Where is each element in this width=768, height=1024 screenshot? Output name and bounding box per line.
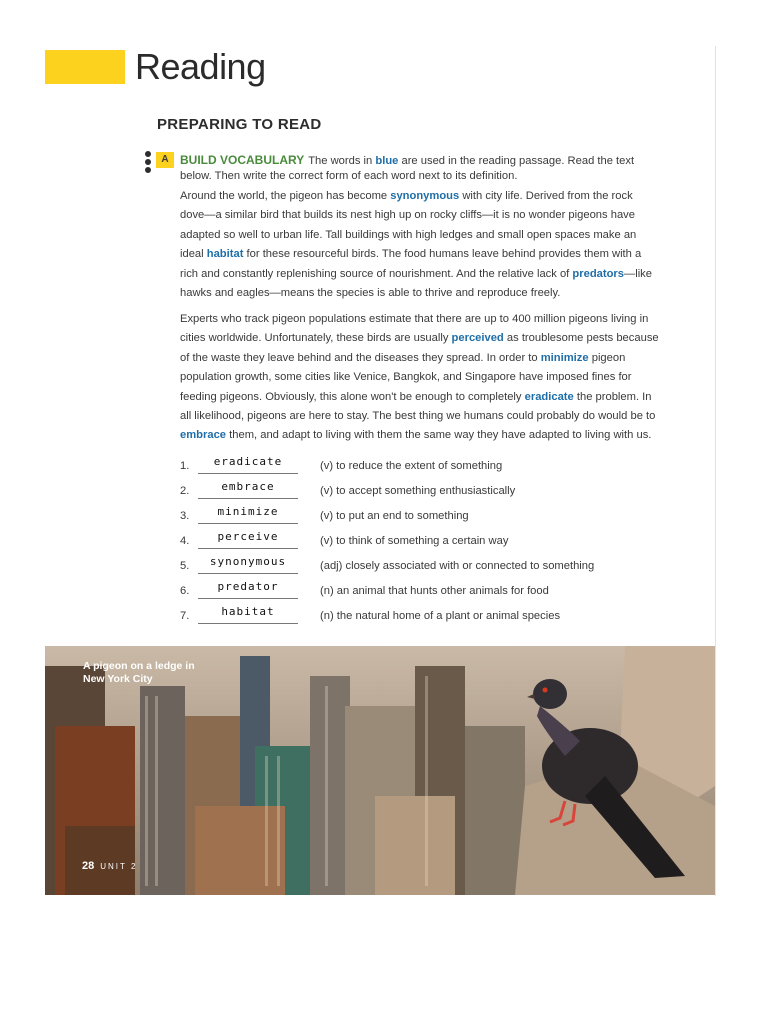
item-number: 7.	[180, 610, 190, 622]
section-subhead: PREPARING TO READ	[157, 116, 322, 133]
item-definition: (n) the natural home of a plant or animal species	[320, 610, 561, 622]
item-definition: (v) to think of something a certain way	[320, 535, 509, 547]
dots-icon	[145, 151, 153, 175]
item-definition: (v) to accept something enthusiastically	[320, 485, 516, 497]
list-item	[180, 506, 660, 531]
passage-text: Experts who track pigeon populations estimate that there are up to 400 million pigeons living in cities worldwide. Unfortunately, these birds are usually	[180, 313, 649, 345]
passage-text: for these resourceful birds. The food humans leave behind provides them with a rich and constantly replenishing source of nourishment. And the relative lack of	[180, 248, 642, 280]
item-definition: (v) to put an end to something	[320, 510, 469, 522]
vocab-word: perceived	[451, 332, 504, 345]
item-definition: (adj) closely associated with or connected to something	[320, 560, 595, 572]
handwritten-answer: eradicate	[213, 455, 283, 468]
list-item	[180, 531, 660, 556]
handwritten-answer: synonymous	[209, 555, 287, 568]
handwritten-answer: predator	[217, 580, 279, 593]
instruction-text: The words in	[308, 155, 376, 167]
passage-paragraph-1	[180, 187, 660, 303]
vocab-word: embrace	[180, 429, 227, 442]
item-definition: (n) an animal that hunts other animals for food	[320, 585, 549, 597]
vocab-word: eradicate	[524, 390, 574, 403]
handwritten-answer: habitat	[221, 605, 275, 618]
handwritten-answer: perceive	[217, 530, 279, 543]
exercise-letter-badge: A	[156, 152, 174, 168]
passage-text: pigeon population growth, some cities like Venice, Bangkok, and Singapore have imposed fines for feeding pigeons. Obviously, this alone won't be enough to completely	[180, 351, 632, 403]
vocab-word: synonymous	[390, 190, 460, 202]
vocab-word: minimize	[540, 351, 589, 364]
list-item	[180, 481, 660, 506]
handwritten-answer: embrace	[221, 480, 275, 493]
list-item	[180, 581, 660, 606]
passage-text: the problem. In all likelihood, pigeons are here to stay. The best thing we humans could probably do would be to	[180, 390, 656, 423]
page-number: 28	[82, 860, 95, 872]
vocab-word: predators	[572, 267, 625, 280]
list-item	[180, 606, 660, 631]
item-definition: (v) to reduce the extent of something	[320, 460, 503, 472]
exercise-keyword: BUILD VOCABULARY	[180, 153, 305, 167]
item-number: 3.	[180, 510, 190, 522]
item-number: 5.	[180, 560, 190, 572]
instruction-blue-word: blue	[375, 155, 399, 167]
passage-text: them, and adapt to living with them the same way they have adapted to living with us.	[226, 429, 652, 442]
section-color-tab	[45, 50, 125, 84]
unit-label: UNIT 2	[100, 862, 138, 871]
item-number: 1.	[180, 460, 190, 472]
page-title: Reading	[135, 46, 266, 87]
passage-text: —like hawks and eagles—means the species is able to thrive and reproduce freely.	[180, 267, 652, 300]
handwritten-answer: minimize	[217, 505, 279, 518]
passage-paragraph-2	[180, 310, 660, 446]
list-item	[180, 556, 660, 581]
passage-text: Around the world, the pigeon has become	[180, 190, 391, 202]
page-edge	[715, 46, 716, 896]
photo-caption: A pigeon on a ledge in New York City	[83, 660, 195, 685]
passage-text: as troublesome pests because of the waste they leave behind and the diseases they spread. In order to	[180, 332, 659, 364]
exercise-instructions	[180, 153, 660, 184]
vocab-word: habitat	[206, 248, 244, 261]
vocabulary-exercise-list	[180, 456, 660, 631]
passage-text: with city life. Derived from the rock dove—a similar bird that builds its nest high up on rocky cliffs—it is no wonder pigeons have adapted so well to urban life. Tall buildings with high ledges and small open spaces make an ideal	[180, 190, 637, 261]
item-number: 2.	[180, 485, 190, 497]
list-item	[180, 456, 660, 481]
instruction-text: are used in the reading passage. Read the text below. Then write the correct form of each word next to its definition.	[180, 155, 635, 182]
item-number: 6.	[180, 585, 190, 597]
page-footer	[82, 860, 137, 872]
item-number: 4.	[180, 535, 190, 547]
